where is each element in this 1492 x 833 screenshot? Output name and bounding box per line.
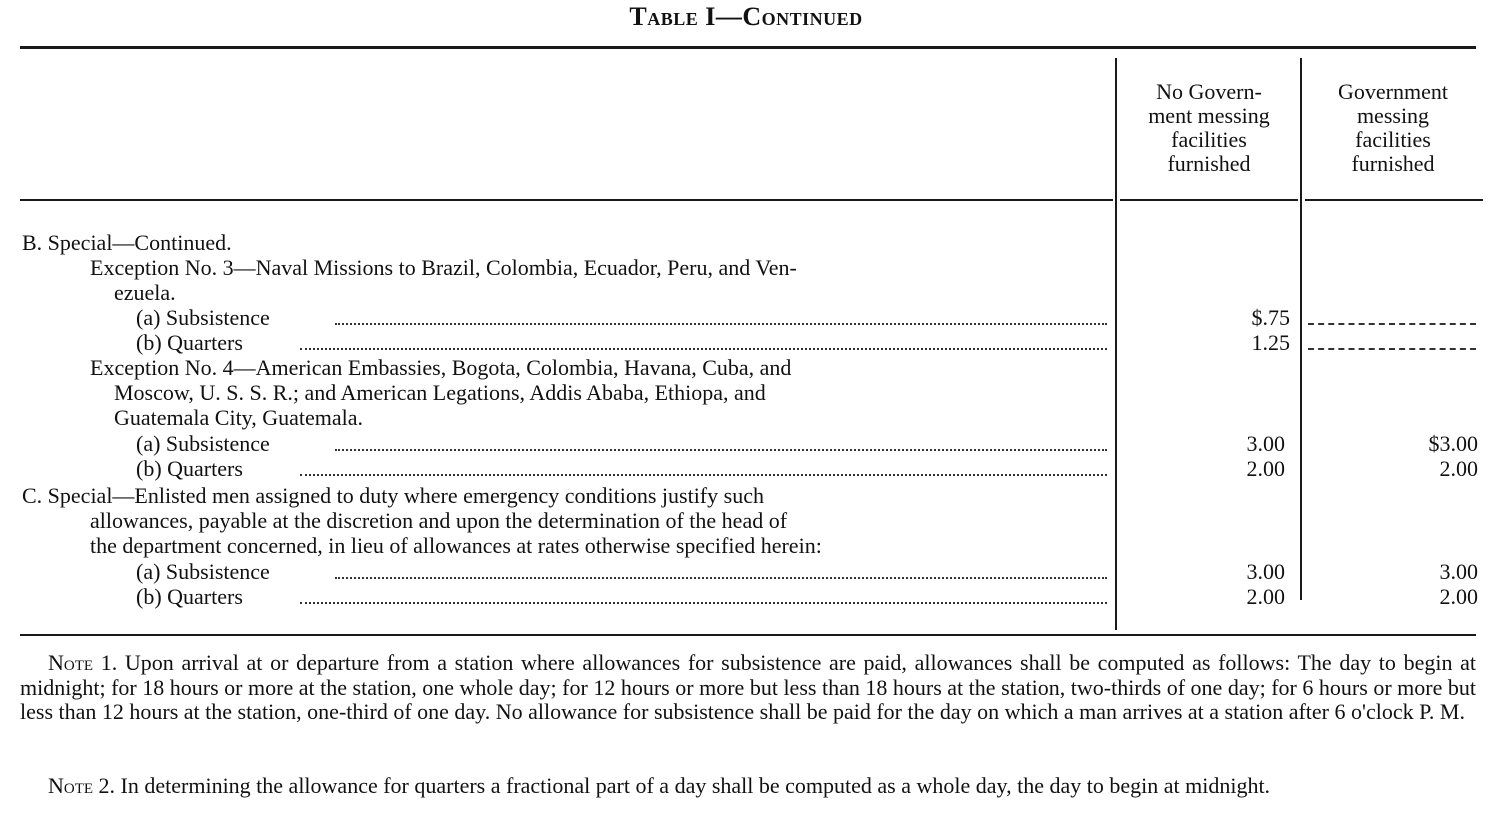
exception-3-quarters-col1: 1.25 [1251, 330, 1290, 355]
leader-dots [300, 348, 1107, 350]
header-line: furnished [1351, 151, 1435, 176]
column-divider-2 [1300, 58, 1302, 600]
leader-dots [300, 474, 1107, 476]
exception-3-quarters-col2-blank [1308, 348, 1476, 350]
column-header-government-messing [1303, 80, 1483, 176]
bottom-rule [20, 634, 1476, 636]
section-c-subsistence-col1: 3.00 [1246, 559, 1285, 584]
note-1-label: Note 1. [48, 650, 118, 675]
section-c-line-3: the department concerned, in lieu of allowances at rates otherwise specified herein: [90, 533, 822, 558]
note-2-label: Note 2. [48, 773, 116, 798]
section-c-line-1: C. Special—Enlisted men assigned to duty where emergency conditions justify such [22, 483, 764, 508]
table-title: Table I—Continued [629, 2, 863, 31]
exception-3-subsistence-col1: $.75 [1251, 305, 1290, 330]
section-b-heading: B. Special—Continued. [22, 230, 232, 255]
exception-3-quarters-label: (b) Quarters [136, 330, 243, 355]
section-c-quarters-col2: 2.00 [1439, 584, 1478, 609]
exception-4-line-2: Moscow, U. S. S. R.; and American Legations, Addis Ababa, Ethiopa, and [114, 380, 766, 405]
leader-dots [335, 449, 1107, 451]
leader-dots [300, 602, 1107, 604]
header-rule-col1 [1120, 199, 1298, 201]
exception-4-quarters-col2: 2.00 [1439, 456, 1478, 481]
exception-3-line-1: Exception No. 3—Naval Missions to Brazil, Colombia, Ecuador, Peru, and Ven- [90, 255, 797, 280]
header-line: Government [1338, 79, 1448, 104]
top-rule [20, 46, 1476, 49]
header-line: No Govern- [1156, 79, 1262, 104]
header-line: facilities [1171, 127, 1247, 152]
header-line: messing [1356, 103, 1430, 128]
exception-3-line-2: ezuela. [114, 280, 176, 305]
exception-4-quarters-label: (b) Quarters [136, 456, 243, 481]
section-c-quarters-label: (b) Quarters [136, 584, 243, 609]
header-line: furnished [1167, 151, 1251, 176]
exception-3-subsistence-col2-blank [1308, 323, 1476, 325]
exception-4-line-1: Exception No. 4—American Embassies, Bogota, Colombia, Havana, Cuba, and [90, 355, 792, 380]
leader-dots [335, 323, 1107, 325]
header-line: ment messing [1148, 103, 1270, 128]
exception-3-subsistence-label: (a) Subsistence [136, 305, 270, 330]
note-2 [20, 774, 1476, 799]
exception-4-subsistence-label: (a) Subsistence [136, 431, 270, 456]
note-2-text: In determining the allowance for quarters a fractional part of a day shall be computed as a whole day, the day to begin at midnight. [120, 773, 1271, 798]
header-rule-col2 [1305, 199, 1483, 201]
note-1-text: Upon arrival at or departure from a station where allowances for subsistence are paid, allowances shall be computed as follows: The day to begin at midnight; for 18 hours or more at the station, one whole day; for 12 hours or more but less than 18 hours at the station, two-thirds of one day; for 6 hours or more but less than 12 hours at the station, one-third of one day. No allowance for subsistence shall be paid for the day on which a man arrives at a station after 6 o'clock P. M. [20, 650, 1476, 724]
exception-4-subsistence-col2: $3.00 [1428, 431, 1478, 456]
section-c-subsistence-col2: 3.00 [1439, 559, 1478, 584]
header-rule [20, 199, 1113, 201]
note-1 [20, 651, 1476, 725]
header-line: facilities [1355, 127, 1431, 152]
section-c-line-2: allowances, payable at the discretion and upon the determination of the head of [90, 508, 788, 533]
column-divider-1 [1115, 58, 1117, 630]
exception-4-subsistence-col1: 3.00 [1246, 431, 1285, 456]
exception-4-quarters-col1: 2.00 [1246, 456, 1285, 481]
leader-dots [335, 577, 1107, 579]
section-c-subsistence-label: (a) Subsistence [136, 559, 270, 584]
column-header-no-government-messing [1118, 80, 1300, 176]
exception-4-line-3: Guatemala City, Guatemala. [114, 405, 364, 430]
section-c-quarters-col1: 2.00 [1246, 584, 1285, 609]
